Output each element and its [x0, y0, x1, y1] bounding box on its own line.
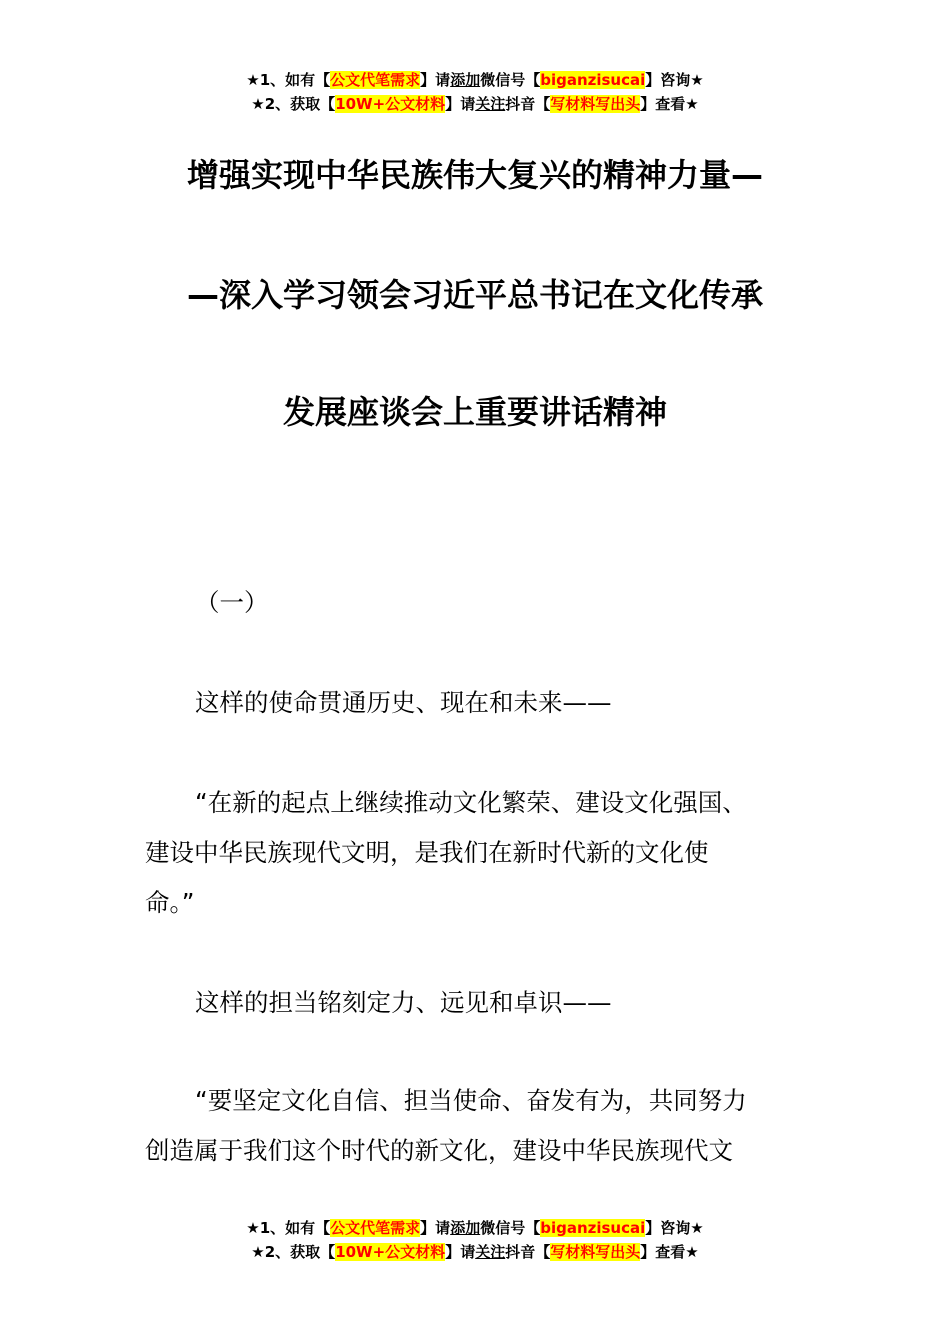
title-line-1: 增强实现中华民族伟大复兴的精神力量— — [186, 156, 763, 194]
banner-text: ★2、获取【 — [251, 95, 336, 113]
banner-text: ★2、获取【 — [251, 1243, 336, 1261]
paragraph-4-line-2: 创造属于我们这个时代的新文化，建设中华民族现代文 — [145, 1136, 733, 1165]
title-line-3: 发展座谈会上重要讲话精神 — [282, 393, 667, 431]
banner-text: 微信号【 — [480, 71, 541, 89]
banner-text: 】请 — [420, 71, 451, 89]
paragraph-3: 这样的担当铭刻定力、远见和卓识—— — [195, 988, 612, 1017]
banner-line-1 — [0, 1216, 950, 1240]
paragraph-2-line-2: 建设中华民族现代文明，是我们在新时代新的文化使 — [145, 838, 709, 867]
title-line-2: —深入学习领会习近平总书记在文化传承 — [186, 276, 763, 314]
banner-highlight: 写材料写出头 — [550, 95, 641, 113]
banner-text: ★1、如有【 — [246, 1219, 331, 1237]
banner-highlight: 10W+公文材料 — [335, 95, 446, 113]
banner-text: 抖音【 — [505, 95, 551, 113]
banner-text: 】查看★ — [640, 95, 699, 113]
banner-line-2 — [0, 92, 950, 116]
banner-text: 微信号【 — [480, 1219, 541, 1237]
banner-text: 】请 — [445, 1243, 476, 1261]
banner-highlight: 写材料写出头 — [550, 1243, 641, 1261]
top-banner — [0, 68, 950, 116]
banner-highlight: 公文代笔需求 — [330, 71, 421, 89]
banner-text: 】请 — [420, 1219, 451, 1237]
banner-highlight: biganzisucai — [540, 1219, 646, 1237]
banner-underline: 关注 — [475, 95, 506, 113]
banner-text: 】查看★ — [640, 1243, 699, 1261]
paragraph-2-line-3: 命。” — [145, 888, 195, 917]
paragraph-1: 这样的使命贯通历史、现在和未来—— — [195, 688, 612, 717]
banner-line-2 — [0, 1240, 950, 1264]
bottom-banner — [0, 1216, 950, 1264]
banner-text: 】咨询★ — [645, 71, 704, 89]
paragraph-2 — [145, 778, 810, 928]
banner-underline: 关注 — [475, 1243, 506, 1261]
banner-underline: 添加 — [450, 71, 481, 89]
banner-text: ★1、如有【 — [246, 71, 331, 89]
banner-highlight: biganzisucai — [540, 71, 646, 89]
banner-highlight: 10W+公文材料 — [335, 1243, 446, 1261]
paragraph-2-line-1: “在新的起点上继续推动文化繁荣、建设文化强国、 — [195, 788, 747, 817]
banner-highlight: 公文代笔需求 — [330, 1219, 421, 1237]
banner-line-1 — [0, 68, 950, 92]
banner-text: 】咨询★ — [645, 1219, 704, 1237]
section-heading: （一） — [195, 588, 269, 617]
banner-text: 】请 — [445, 95, 476, 113]
banner-text: 抖音【 — [505, 1243, 551, 1261]
paragraph-4 — [145, 1076, 810, 1176]
banner-underline: 添加 — [450, 1219, 481, 1237]
paragraph-4-line-1: “要坚定文化自信、担当使命、奋发有为，共同努力 — [195, 1086, 747, 1115]
